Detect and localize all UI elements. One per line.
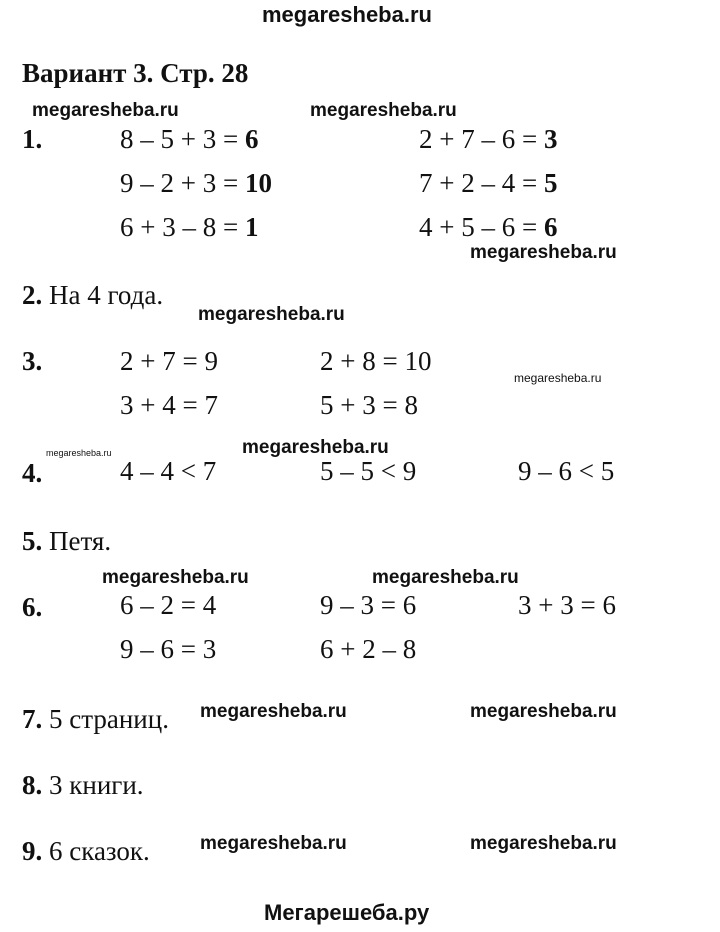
watermark: megaresheba.ru	[470, 833, 617, 854]
watermark: megaresheba.ru	[470, 701, 617, 722]
watermark: megaresheba.ru	[372, 567, 519, 588]
task-1-number: 1.	[22, 124, 43, 154]
task-4-number: 4.	[22, 458, 43, 488]
task-6-number: 6.	[22, 592, 43, 622]
task-3-equation: 2 + 8 = 10	[320, 346, 432, 376]
task-1-equation: 8 – 5 + 3 = 6	[120, 124, 259, 154]
watermark: megaresheba.ru	[46, 448, 112, 458]
task-1-equation: 9 – 2 + 3 = 10	[120, 168, 272, 198]
watermark: megaresheba.ru	[242, 437, 389, 458]
task-6-equation: 9 – 3 = 6	[320, 590, 417, 620]
header-site-watermark: megaresheba.ru	[262, 2, 432, 27]
watermark: megaresheba.ru	[470, 242, 617, 263]
task-4-comparison: 9 – 6 < 5	[518, 456, 615, 486]
task-4-comparison: 4 – 4 < 7	[120, 456, 217, 486]
watermark: megaresheba.ru	[198, 304, 345, 325]
task-2-answer: 2. На 4 года.	[22, 280, 164, 310]
watermark: megaresheba.ru	[102, 567, 249, 588]
page-title: Вариант 3. Стр. 28	[22, 58, 249, 88]
task-3-number: 3.	[22, 346, 43, 376]
task-8-answer: 8. 3 книги.	[22, 770, 144, 800]
task-1-equation: 2 + 7 – 6 = 3	[419, 124, 558, 154]
task-1-equation: 6 + 3 – 8 = 1	[120, 212, 259, 242]
task-4-comparison: 5 – 5 < 9	[320, 456, 417, 486]
task-3-equation: 3 + 4 = 7	[120, 390, 218, 420]
watermark: megaresheba.ru	[310, 100, 457, 121]
task-1-equation: 7 + 2 – 4 = 5	[419, 168, 558, 198]
task-6-equation: 6 + 2 – 8	[320, 634, 417, 664]
task-6-equation: 6 – 2 = 4	[120, 590, 217, 620]
task-3-equation: 5 + 3 = 8	[320, 390, 418, 420]
task-6-equation: 9 – 6 = 3	[120, 634, 217, 664]
watermark: megaresheba.ru	[514, 371, 602, 385]
footer-site-name: Мегарешеба.ру	[264, 900, 430, 925]
task-7-answer: 7. 5 страниц.	[22, 704, 169, 734]
task-1-equation: 4 + 5 – 6 = 6	[419, 212, 558, 242]
watermark: megaresheba.ru	[200, 701, 347, 722]
task-6-equation: 3 + 3 = 6	[518, 590, 616, 620]
task-3-equation: 2 + 7 = 9	[120, 346, 218, 376]
watermark: megaresheba.ru	[200, 833, 347, 854]
task-9-answer: 9. 6 сказок.	[22, 836, 150, 866]
task-5-answer: 5. Петя.	[22, 526, 112, 556]
watermark: megaresheba.ru	[32, 100, 179, 121]
